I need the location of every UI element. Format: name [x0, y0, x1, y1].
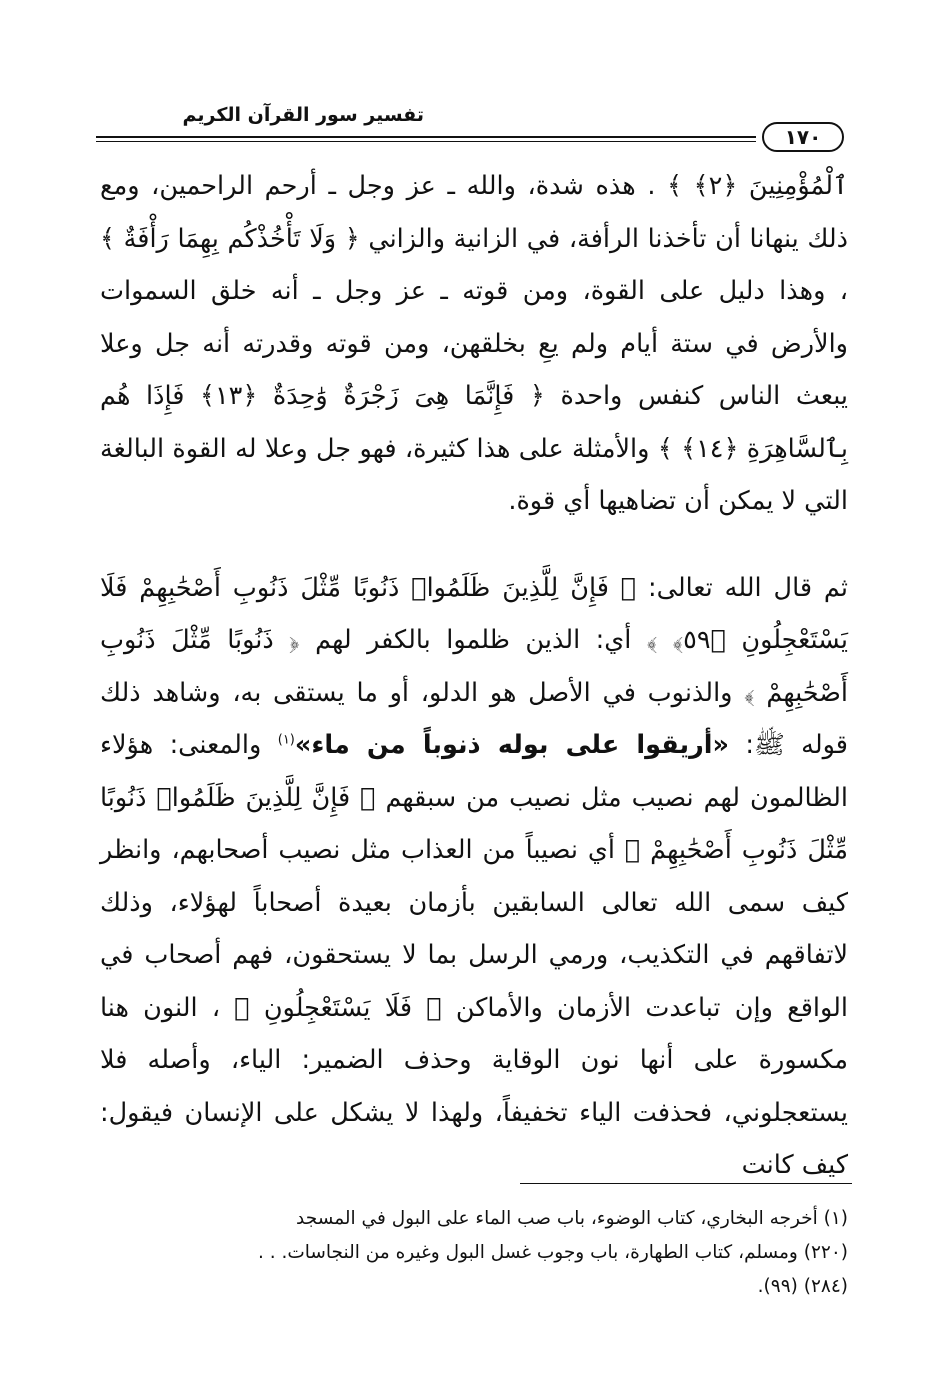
footnotes	[100, 1202, 848, 1304]
footnote-separator	[520, 1183, 852, 1184]
footnote-reference: (١)	[277, 732, 295, 748]
header-rule	[96, 136, 756, 138]
paragraph-2-part-b: والمعنى: هؤلاء الظالمون لهم نصيب مثل نصيب من سبقهم ﴿ فَإِنَّ لِلَّذِينَ ظَلَمُوا۟ ذَنُوبًا مِّثْلَ ذَنُوبِ أَصْحَٰبِهِمْ ﴾ أي نصيباً من العذاب مثل نصيب أصحابهم، وانظر كيف سمى الله تعالى السابقين بأزمان بعيدة أصحاباً لهؤلاء، وذلك لاتفاقهم في التكذيب، ورمي الرسل بما لا يستحقون، فهم أصحاب في الواقع وإن تباعدت الأزمان والأماكن ﴿ فَلَا يَسْتَعْجِلُونِ ﴾ ، النون هنا مكسورة على أنها نون الوقاية وحذف الضمير: الياء، وأصله فلا يستعجلوني، فحذفت الياء تخفيفاً، ولهذا لا يشكل على الإنسان فيقول: كيف كانت	[100, 730, 848, 1180]
footnote-line-1: (١) أخرجه البخاري، كتاب الوضوء، باب صب الماء على البول في المسجد	[296, 1208, 848, 1229]
paragraph-2	[100, 562, 848, 1192]
paragraph-2-part-a: ثم قال الله تعالى: ﴿ فَإِنَّ لِلَّذِينَ ظَلَمُوا۟ ذَنُوبًا مِّثْلَ ذَنُوبِ أَصْحَٰبِهِمْ فَلَا يَسْتَعْجِلُونِ ﴿٥٩﴾ ﴾ أي: الذين ظلموا بالكفر لهم ﴿ ذَنُوبًا مِّثْلَ ذَنُوبِ أَصْحَٰبِهِمْ ﴾ والذنوب في الأصل هو الدلو، أو ما يستقى به، وشاهد ذلك قوله ﷺ:	[100, 572, 848, 760]
header-rule-thin	[96, 141, 756, 142]
main-text	[100, 160, 848, 1192]
paragraph-1: ٱلْمُؤْمِنِينَ ﴿٢﴾ ﴾ . هذه شدة، والله ـ عز وجل ـ أرحم الراحمين، ومع ذلك ينهانا أن تأخذنا الرأفة، في الزانية والزاني ﴿ وَلَا تَأْخُذْكُم بِهِمَا رَأْفَةٌ ﴾ ، وهذا دليل على القوة، ومن قوته ـ عز وجل ـ أنه خلق السموات والأرض في ستة أيام ولم يعِ بخلقهن، ومن قوته وقدرته أنه جل وعلا يبعث الناس كنفس واحدة ﴿ فَإِنَّمَا هِىَ زَجْرَةٌ وَٰحِدَةٌ ﴿١٣﴾ فَإِذَا هُم بِٱلسَّاهِرَةِ ﴿١٤﴾ ﴾ والأمثلة على هذا كثيرة، فهو جل وعلا له القوة البالغة التي لا يمكن أن تضاهيها أي قوة.	[100, 171, 848, 516]
footnote-line-3: (٢٨٤) (٩٩).	[757, 1276, 848, 1297]
running-title: تفسير سور القرآن الكريم	[182, 104, 424, 126]
page-header	[96, 96, 854, 156]
page-number: ١٧٠	[762, 122, 844, 152]
footnote-line-2: (٢٢٠) ومسلم، كتاب الطهارة، باب وجوب غسل البول وغيره من النجاسات. . .	[257, 1242, 848, 1263]
hadith-quote: «أريقوا على بوله ذنوباً من ماء»	[294, 730, 729, 760]
